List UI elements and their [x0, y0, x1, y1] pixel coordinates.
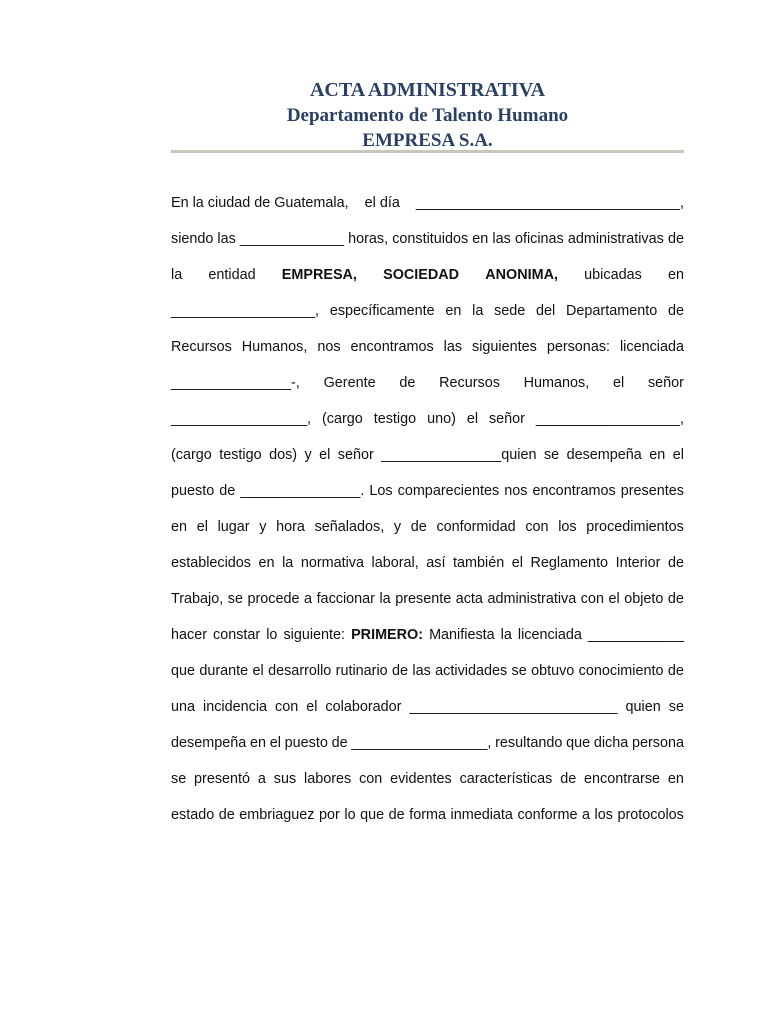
text-segment: la: [171, 267, 183, 283]
text-segment: de: [331, 735, 348, 751]
text-segment: __________________,: [535, 411, 684, 427]
text-segment: se: [227, 591, 243, 607]
text-line: [171, 581, 684, 617]
text-segment: administrativa: [487, 591, 577, 607]
text-segment: en: [445, 303, 462, 319]
text-segment: y: [304, 447, 312, 463]
text-segment: así: [426, 555, 446, 571]
text-segment: resultando: [495, 735, 563, 751]
text-segment: el: [511, 555, 523, 571]
text-segment: oficinas: [514, 231, 564, 247]
text-segment: en: [649, 447, 666, 463]
text-segment: _______________.: [240, 483, 365, 499]
text-segment: En la ciudad de Guatemala,: [171, 195, 349, 211]
text-segment: ____________: [587, 627, 684, 643]
text-segment: Recursos: [171, 339, 232, 355]
text-segment: el: [306, 699, 318, 715]
text-segment: puesto: [284, 735, 328, 751]
text-segment: encontramos: [532, 483, 616, 499]
text-segment: EMPRESA,: [281, 267, 357, 283]
text-segment: nos: [504, 483, 528, 499]
text-segment: testigo: [373, 411, 417, 427]
text-segment: quien: [625, 699, 661, 715]
text-segment: los: [558, 519, 577, 535]
text-segment: obtuvo: [531, 663, 575, 679]
text-segment: labores: [304, 771, 352, 787]
text-segment: normativa: [300, 555, 364, 571]
text-segment: protocolos: [617, 807, 684, 823]
text-segment: _________________,: [351, 735, 492, 751]
text-segment: Humanos,: [523, 375, 590, 391]
text-segment: licenciada: [517, 627, 582, 643]
text-segment: acta: [455, 591, 483, 607]
text-segment: Gerente: [323, 375, 376, 391]
text-segment: el: [196, 519, 208, 535]
text-segment: la: [282, 555, 294, 571]
text-segment: de: [218, 807, 235, 823]
text-segment: procede: [247, 591, 300, 607]
text-segment: las: [412, 663, 431, 679]
text-segment: se: [668, 699, 684, 715]
text-line: [171, 509, 684, 545]
text-segment: testigo: [219, 447, 262, 463]
text-segment: a: [304, 591, 313, 607]
text-segment: el: [612, 375, 625, 391]
text-segment: con: [275, 699, 299, 715]
text-segment: presente: [395, 591, 452, 607]
text-line: [171, 401, 684, 437]
text-segment: __________________,: [171, 303, 320, 319]
text-line: [171, 221, 684, 257]
text-segment: de: [410, 519, 427, 535]
text-segment: Humanos,: [241, 339, 308, 355]
text-segment: embriaguez: [239, 807, 315, 823]
text-segment: que: [360, 807, 385, 823]
text-line: [171, 473, 684, 509]
text-segment: de: [667, 231, 684, 247]
department-name: Departamento de Talento Humano: [286, 105, 569, 126]
text-segment: la: [472, 303, 484, 319]
text-segment: dicha: [593, 735, 629, 751]
text-line: [171, 617, 684, 653]
text-segment: horas,: [348, 231, 389, 247]
document-title: ACTA ADMINISTRATIVA: [309, 79, 546, 101]
text-segment: los: [594, 807, 613, 823]
text-segment: puesto: [171, 483, 215, 499]
text-segment: sede: [494, 303, 526, 319]
text-segment: de: [667, 591, 684, 607]
text-segment: entidad: [208, 267, 256, 283]
text-segment: _________________________________,: [415, 195, 684, 211]
text-segment: el: [466, 411, 479, 427]
text-segment: desarrollo: [268, 663, 332, 679]
text-segment: siendo las: [171, 231, 236, 247]
document-header: [171, 78, 684, 153]
text-segment: de: [667, 663, 684, 679]
text-segment: de: [388, 807, 405, 823]
text-segment: las: [492, 231, 511, 247]
text-segment: persona: [631, 735, 684, 751]
text-segment: en: [258, 555, 275, 571]
text-segment: el: [672, 447, 684, 463]
text-segment: estado: [171, 807, 215, 823]
text-line: [171, 329, 684, 365]
text-segment: de: [667, 303, 684, 319]
text-segment: señalados,: [314, 519, 385, 535]
text-segment: la: [379, 591, 391, 607]
text-segment: Recursos: [439, 375, 500, 391]
text-segment: en: [171, 519, 188, 535]
text-segment: administrativas: [567, 231, 664, 247]
text-segment: _________________,: [171, 411, 312, 427]
text-segment: se: [511, 663, 527, 679]
text-segment: incidencia: [203, 699, 268, 715]
text-segment: en: [249, 735, 266, 751]
text-line: [171, 797, 684, 833]
text-segment: __________________________: [409, 699, 618, 715]
text-segment: _______________-,: [171, 375, 300, 391]
text-segment: (cargo: [322, 411, 363, 427]
text-segment: la: [500, 627, 512, 643]
text-segment: por: [319, 807, 340, 823]
text-segment: que: [171, 663, 196, 679]
text-line: [171, 689, 684, 725]
text-segment: _______________quien: [381, 447, 537, 463]
text-segment: actividades: [435, 663, 508, 679]
text-segment: el: [608, 591, 620, 607]
text-segment: uno): [427, 411, 456, 427]
text-segment: Interior: [615, 555, 661, 571]
text-line: [171, 761, 684, 797]
company-name: EMPRESA S.A.: [362, 130, 493, 151]
header-divider: [171, 150, 684, 153]
text-segment: el: [319, 447, 331, 463]
text-segment: se: [171, 771, 187, 787]
text-segment: evidentes: [390, 771, 452, 787]
text-segment: el: [269, 735, 281, 751]
text-segment: siguientes: [472, 339, 537, 355]
text-segment: con: [580, 591, 604, 607]
text-segment: constituidos: [392, 231, 469, 247]
text-segment: constar: [213, 627, 261, 643]
text-segment: también: [453, 555, 505, 571]
text-line: [171, 257, 684, 293]
text-segment: características: [459, 771, 553, 787]
text-line: [171, 185, 684, 221]
text-segment: hacer: [171, 627, 207, 643]
text-segment: en: [667, 267, 684, 283]
text-segment: Los: [369, 483, 393, 499]
text-segment: _____________: [239, 231, 344, 247]
text-segment: a: [257, 771, 266, 787]
text-segment: colaborador: [325, 699, 402, 715]
text-segment: procedimientos: [586, 519, 684, 535]
text-segment: durante: [199, 663, 249, 679]
text-segment: inmediata: [450, 807, 513, 823]
text-segment: laboral,: [371, 555, 419, 571]
text-segment: desempeña: [566, 447, 642, 463]
text-segment: licenciada: [619, 339, 684, 355]
text-segment: encontrarse: [584, 771, 661, 787]
text-segment: de: [399, 375, 416, 391]
text-segment: PRIMERO:: [351, 627, 424, 643]
text-segment: a: [582, 807, 591, 823]
text-segment: ANONIMA,: [485, 267, 558, 283]
text-line: [171, 293, 684, 329]
text-segment: rutinario: [335, 663, 388, 679]
text-line: [171, 725, 684, 761]
text-segment: dos): [269, 447, 298, 463]
text-segment: sus: [273, 771, 297, 787]
text-segment: presentó: [194, 771, 251, 787]
text-segment: con: [525, 519, 549, 535]
text-segment: Trabajo,: [171, 591, 224, 607]
text-segment: las: [443, 339, 463, 355]
text-segment: lo: [266, 627, 278, 643]
text-segment: y: [259, 519, 267, 535]
text-segment: con: [359, 771, 383, 787]
text-segment: presentes: [620, 483, 684, 499]
text-segment: el día: [364, 195, 400, 211]
text-segment: señor: [488, 411, 525, 427]
text-line: [171, 653, 684, 689]
text-segment: lugar: [217, 519, 250, 535]
text-segment: de: [219, 483, 236, 499]
text-segment: de: [560, 771, 577, 787]
text-segment: que: [566, 735, 591, 751]
text-line: [171, 437, 684, 473]
text-segment: lo: [344, 807, 356, 823]
text-segment: objeto: [624, 591, 664, 607]
text-segment: en: [667, 771, 684, 787]
text-segment: se: [543, 447, 560, 463]
text-segment: desempeña: [171, 735, 247, 751]
text-segment: del: [536, 303, 556, 319]
text-segment: Departamento: [566, 303, 658, 319]
text-segment: Manifiesta: [429, 627, 495, 643]
text-segment: faccionar: [316, 591, 375, 607]
text-line: [171, 365, 684, 401]
text-segment: conocimiento: [578, 663, 664, 679]
text-segment: de: [667, 555, 684, 571]
text-segment: (cargo: [171, 447, 212, 463]
text-segment: nos: [317, 339, 341, 355]
text-segment: siguiente:: [283, 627, 346, 643]
text-segment: comparecientes: [397, 483, 500, 499]
text-segment: y: [393, 519, 402, 535]
text-segment: conformidad: [436, 519, 516, 535]
text-segment: hora: [276, 519, 305, 535]
text-segment: ubicadas: [584, 267, 642, 283]
text-segment: el: [252, 663, 264, 679]
text-segment: encontramos: [350, 339, 434, 355]
text-segment: señor: [337, 447, 374, 463]
text-segment: de: [392, 663, 409, 679]
text-segment: SOCIEDAD: [383, 267, 460, 283]
document-body: [171, 185, 684, 833]
text-segment: señor: [647, 375, 684, 391]
text-segment: forma: [409, 807, 446, 823]
text-line: [171, 545, 684, 581]
text-segment: conforme: [517, 807, 578, 823]
text-segment: una: [171, 699, 196, 715]
text-segment: Reglamento: [530, 555, 609, 571]
text-segment: establecidos: [171, 555, 251, 571]
text-segment: personas:: [546, 339, 611, 355]
text-segment: en: [472, 231, 489, 247]
text-segment: específicamente: [329, 303, 435, 319]
